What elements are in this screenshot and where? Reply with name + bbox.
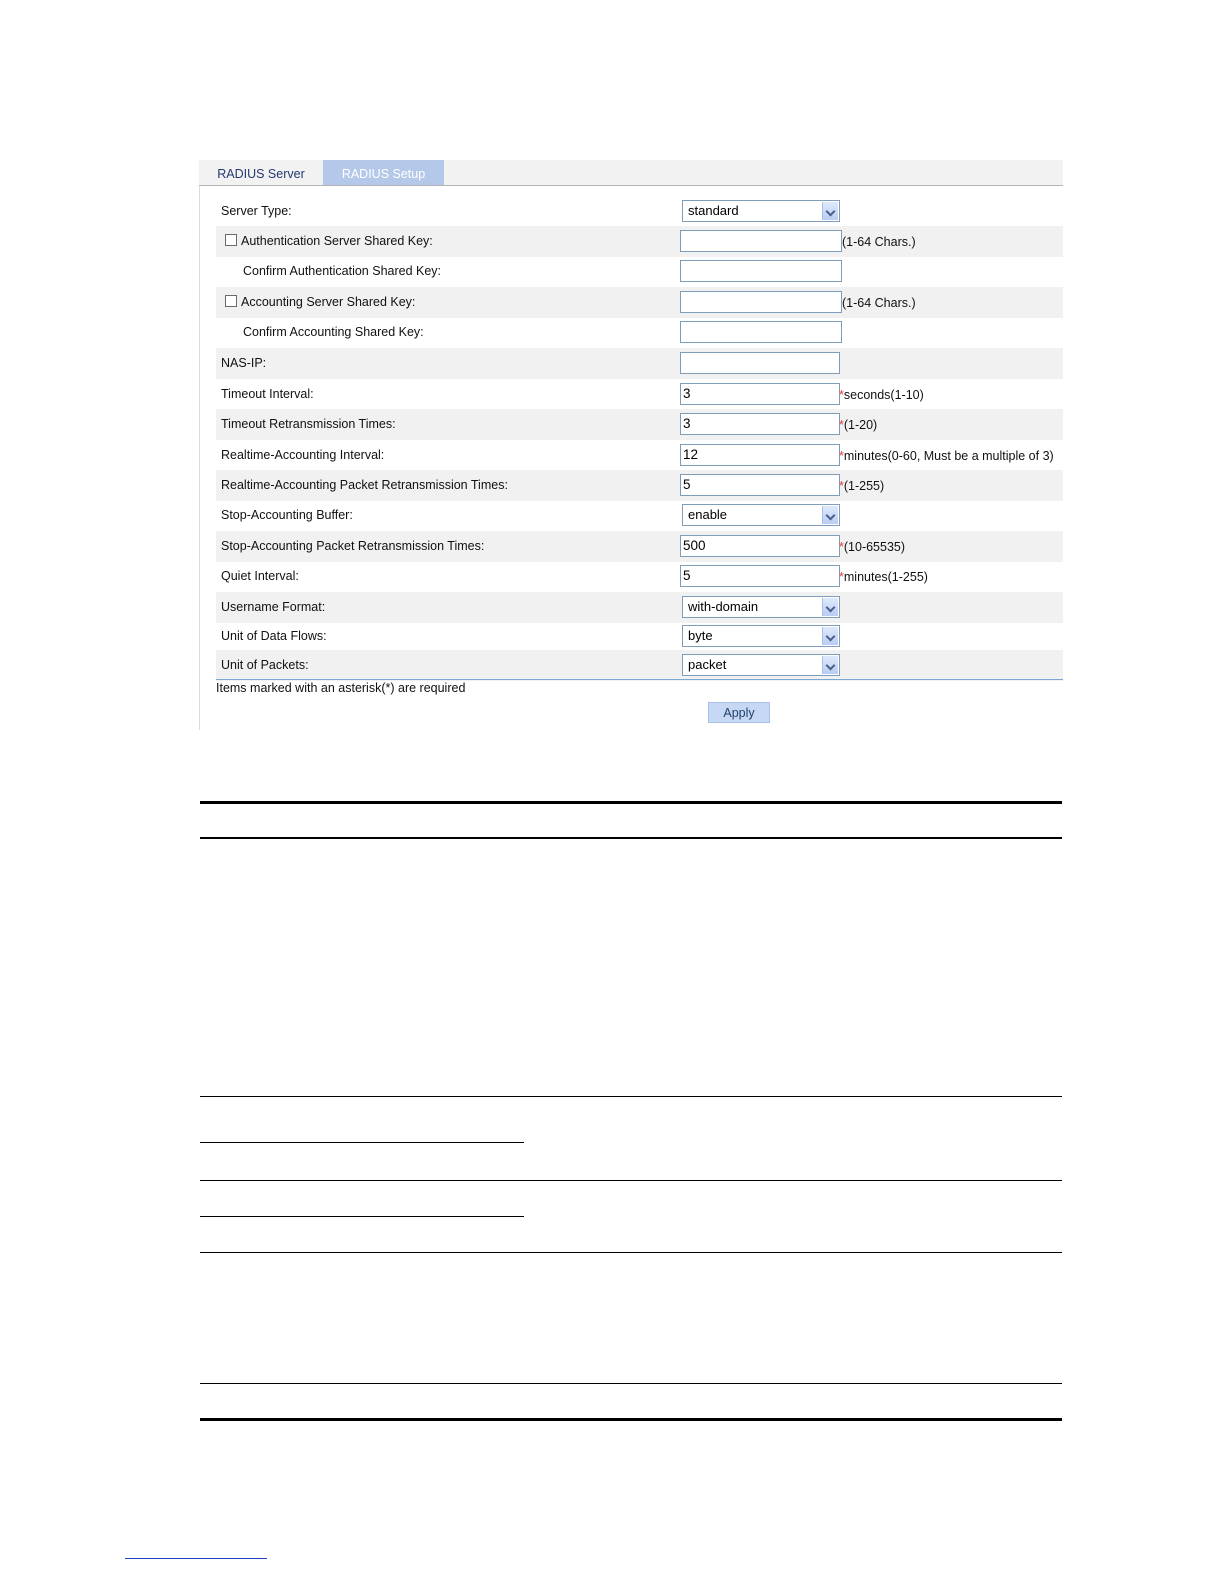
unit-data-flows-label: Unit of Data Flows: — [221, 629, 327, 643]
auth-key-hint: (1-64 Chars.) — [842, 235, 916, 249]
quiet-interval-hint: *minutes(1-255) — [839, 570, 928, 584]
chevron-down-icon[interactable] — [822, 627, 838, 645]
required-asterisk: * — [839, 570, 844, 584]
row-stop-acct-retrans — [216, 531, 1063, 562]
row-quiet-interval — [216, 561, 1063, 592]
table-subrow-divider — [200, 1142, 524, 1143]
row-confirm-auth-key — [216, 256, 1063, 287]
apply-button[interactable]: Apply — [708, 702, 770, 723]
required-note: Items marked with an asterisk(*) are required — [216, 681, 466, 695]
row-server-type — [216, 196, 1063, 227]
row-stop-acct-buffer — [216, 500, 1063, 531]
rt-acct-interval-label: Realtime-Accounting Interval: — [221, 448, 385, 462]
row-auth-key — [216, 226, 1063, 257]
quiet-interval-input[interactable]: 5 — [680, 565, 840, 587]
rt-acct-interval-hint: *minutes(0-60, Must be a multiple of 3) — [839, 449, 1054, 463]
chevron-down-icon[interactable] — [822, 506, 838, 524]
username-format-value: with-domain — [688, 599, 759, 614]
acct-key-checkbox[interactable] — [225, 295, 237, 307]
row-rt-acct-interval — [216, 440, 1063, 471]
timeout-retrans-label: Timeout Retransmission Times: — [221, 417, 396, 431]
chevron-down-icon[interactable] — [822, 598, 838, 616]
row-acct-key — [216, 287, 1063, 318]
required-asterisk: * — [839, 418, 844, 432]
table-row-divider — [200, 1252, 1062, 1253]
unit-data-flows-value: byte — [688, 628, 713, 643]
timeout-interval-label: Timeout Interval: — [221, 387, 314, 401]
stop-acct-retrans-label: Stop-Accounting Packet Retransmission Times: — [221, 539, 485, 553]
tab-radius-server[interactable]: RADIUS Server — [217, 167, 305, 181]
table-row-divider — [200, 1180, 1062, 1181]
stop-acct-buffer-select[interactable] — [682, 504, 840, 526]
username-format-select[interactable] — [682, 596, 840, 618]
table-row-divider — [200, 1383, 1062, 1384]
confirm-auth-key-label: Confirm Authentication Shared Key: — [243, 264, 442, 278]
row-timeout-retrans — [216, 409, 1063, 440]
server-type-select[interactable] — [682, 200, 840, 222]
radius-setup-panel — [199, 160, 1063, 730]
stop-acct-buffer-value: enable — [688, 507, 728, 522]
form-separator — [216, 679, 1063, 680]
table-bottom-rule — [200, 1418, 1062, 1421]
acct-key-hint: (1-64 Chars.) — [842, 296, 916, 310]
timeout-interval-input[interactable]: 3 — [680, 383, 840, 405]
confirm-acct-key-label: Confirm Accounting Shared Key: — [243, 325, 424, 339]
auth-key-label: Authentication Server Shared Key: — [241, 234, 433, 248]
username-format-label: Username Format: — [221, 600, 326, 614]
stop-acct-retrans-hint: *(10-65535) — [839, 540, 906, 554]
stop-acct-retrans-input[interactable]: 500 — [680, 535, 840, 557]
stop-acct-buffer-label: Stop-Accounting Buffer: — [221, 508, 353, 522]
rt-acct-retrans-hint: *(1-255) — [839, 479, 885, 493]
rt-acct-retrans-input[interactable]: 5 — [680, 474, 840, 496]
required-asterisk: * — [839, 388, 844, 402]
nas-ip-label: NAS-IP: — [221, 356, 267, 370]
row-timeout-interval — [216, 379, 1063, 410]
quiet-interval-label: Quiet Interval: — [221, 569, 299, 583]
required-asterisk: * — [839, 540, 844, 554]
server-type-value: standard — [688, 203, 739, 218]
table-header-rule — [200, 837, 1062, 839]
unit-packets-value: packet — [688, 657, 727, 672]
panel-left-border — [199, 160, 200, 730]
timeout-interval-hint: *seconds(1-10) — [839, 388, 924, 402]
footer-link-underline[interactable] — [125, 1558, 267, 1559]
tab-bar — [199, 160, 1063, 186]
tab-radius-setup[interactable]: RADIUS Setup — [323, 160, 444, 185]
nas-ip-input[interactable] — [680, 352, 840, 374]
rt-acct-interval-input[interactable]: 12 — [680, 444, 840, 466]
table-row-divider — [200, 1096, 1062, 1097]
unit-packets-select[interactable] — [682, 654, 840, 676]
row-unit-data-flows — [216, 621, 1063, 652]
row-nas-ip — [216, 348, 1063, 379]
row-rt-acct-retrans — [216, 470, 1063, 501]
row-unit-packets — [216, 650, 1063, 681]
table-top-rule — [200, 801, 1062, 804]
chevron-down-icon[interactable] — [822, 202, 838, 220]
unit-packets-label: Unit of Packets: — [221, 658, 309, 672]
timeout-retrans-input[interactable]: 3 — [680, 413, 840, 435]
unit-data-flows-select[interactable] — [682, 625, 840, 647]
row-username-format — [216, 592, 1063, 623]
timeout-retrans-hint: *(1-20) — [839, 418, 878, 432]
auth-key-input[interactable] — [680, 230, 842, 252]
row-confirm-acct-key — [216, 317, 1063, 348]
required-asterisk: * — [839, 479, 844, 493]
server-type-label: Server Type: — [221, 204, 292, 218]
auth-key-checkbox[interactable] — [225, 234, 237, 246]
required-asterisk: * — [839, 449, 844, 463]
confirm-auth-key-input[interactable] — [680, 260, 842, 282]
acct-key-input[interactable] — [680, 291, 842, 313]
confirm-acct-key-input[interactable] — [680, 321, 842, 343]
acct-key-label: Accounting Server Shared Key: — [241, 295, 416, 309]
table-subrow-divider — [200, 1216, 524, 1217]
rt-acct-retrans-label: Realtime-Accounting Packet Retransmission Times: — [221, 478, 508, 492]
chevron-down-icon[interactable] — [822, 656, 838, 674]
